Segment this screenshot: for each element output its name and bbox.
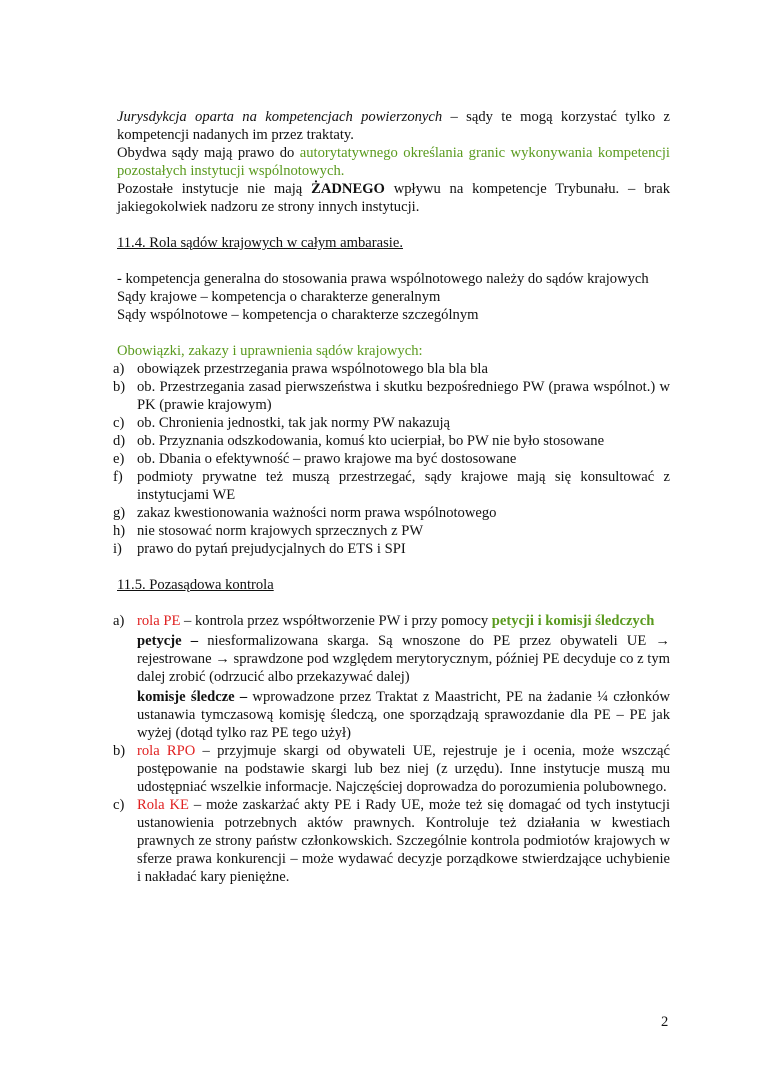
italic-term: Jurysdykcja oparta na kompetencjach powierzonych bbox=[117, 109, 443, 125]
item-text: ob. Przyznania odszkodowania, komuś kto ucierpiał, bo PW nie było stosowane bbox=[137, 433, 605, 449]
paragraph-pozostale bbox=[117, 180, 670, 216]
heading-11-5 bbox=[117, 576, 670, 594]
item-text: obowiązek przestrzegania prawa wspólnotowego bla bla bla bbox=[137, 361, 488, 377]
list-item-rola-pe bbox=[113, 612, 671, 742]
marker: a) bbox=[113, 361, 125, 377]
paragraph-obydwa bbox=[117, 144, 670, 180]
text: – może zaskarżać akty PE i Rady UE, może też się domagać od tych instytucji ustanowienia potrzebnych aktów prawnych. Kontroluje też działania w kwestiach prawnych ze strony państw członkowskich. Szczególnie kontrola podmiotów krajowych w sferze prawa konkurencji – może wydawać decyzje porządkowe stwierdzające uchybienie i nakładać kary pieniężne. bbox=[137, 797, 670, 885]
kontrola-list bbox=[113, 612, 671, 886]
text: wprowadzone przez Traktat z Maastricht, PE na żadanie ¼ członków ustanawia tymczasową komisję śledczą, one sporządzają sprawozdanie dla PE – PE jak wyżej (dotąd tylko raz PE tego użył) bbox=[137, 689, 670, 741]
obowiazki-list bbox=[113, 360, 670, 558]
heading-text: 11.5. Pozasądowa kontrola bbox=[117, 577, 274, 593]
marker: b) bbox=[113, 743, 126, 759]
line: Sądy krajowe – kompetencja o charakterze generalnym bbox=[117, 289, 441, 305]
marker: d) bbox=[113, 433, 126, 449]
list-item bbox=[113, 540, 670, 558]
marker: c) bbox=[113, 415, 125, 431]
marker: e) bbox=[113, 451, 125, 467]
list-item bbox=[113, 432, 670, 450]
page-number: 2 bbox=[661, 1014, 669, 1030]
list-item bbox=[113, 378, 670, 414]
marker: b) bbox=[113, 379, 126, 395]
paragraph-jurysdykcja bbox=[117, 108, 670, 144]
item-text: ob. Przestrzegania zasad pierwszeństwa i skutku bezpośredniego PW (prawa wspólnot.) w PK (prawie krajowym) bbox=[137, 379, 670, 413]
text: i bbox=[533, 613, 546, 629]
page-content bbox=[113, 108, 671, 886]
list-item bbox=[113, 450, 670, 468]
heading-text: 11.4. Rola sądów krajowych w całym ambarasie. bbox=[117, 235, 403, 251]
text: Obydwa sądy mają prawo do bbox=[117, 145, 300, 161]
highlight-red: Rola KE bbox=[137, 797, 189, 813]
text: wpływu na kompetencje Trybunału. – brak jakiegokolwiek nadzoru ze strony innych instytucji. bbox=[117, 181, 670, 215]
list-item bbox=[113, 468, 670, 504]
bold-term: komisje śledcze – bbox=[137, 689, 248, 705]
list-item bbox=[113, 522, 670, 540]
text: – sądy te mogą korzystać tylko z kompetencji nadanych im przez traktaty. bbox=[117, 109, 671, 143]
heading-11-4 bbox=[117, 234, 670, 252]
bold-term: petycje – bbox=[137, 633, 199, 649]
highlight-red: rola PE bbox=[137, 613, 181, 629]
marker: i) bbox=[113, 541, 122, 557]
list-item-rola-rpo bbox=[113, 742, 670, 796]
item-text: prawo do pytań prejudycjalnych do ETS i SPI bbox=[137, 541, 406, 557]
item-text: zakaz kwestionowania ważności norm prawa wspólnotowego bbox=[137, 505, 497, 521]
item-text: ob. Dbania o efektywność – prawo krajowe ma być dostosowane bbox=[137, 451, 517, 467]
text: – przyjmuje skargi od obywateli UE, rejestruje je i ocenia, może wszcząć postępowanie na podstawie skargi lub bez niej (z urzędu). Inne instytucje muszą mu udostępniać wszelkie informacje. Najczęściej doprowadza do porozumienia polubownego. bbox=[137, 743, 670, 795]
list-item bbox=[113, 504, 670, 522]
marker: h) bbox=[113, 523, 126, 539]
highlight-red: rola RPO bbox=[137, 743, 196, 759]
list-item bbox=[113, 360, 670, 378]
marker: c) bbox=[113, 797, 125, 813]
marker: a) bbox=[113, 613, 125, 629]
list-item-rola-ke bbox=[113, 796, 670, 886]
highlight-green: petycji bbox=[491, 613, 534, 629]
text: niesformalizowana skarga. Są wnoszone do PE przez obywateli UE → rejestrowane → sprawdzone pod względem merytorycznym, później PE decyduje co z tym dalej zrobić (odrzucić albo przekazywać dalej) bbox=[137, 633, 671, 685]
text: – kontrola przez współtworzenie PW i przy pomocy bbox=[180, 613, 492, 629]
item-text: ob. Chronienia jednostki, tak jak normy PW nakazują bbox=[137, 415, 451, 431]
item-text: podmioty prywatne też muszą przestrzegać, sądy krajowe mają się konsultować z instytucjami WE bbox=[137, 469, 670, 503]
bold-term: ŻADNEGO bbox=[311, 181, 385, 197]
text: Pozostałe instytucje nie mają bbox=[117, 181, 312, 197]
highlight-green: autorytatywnego określania granic wykonywania kompetencji pozostałych instytucji wspólnotowych. bbox=[117, 145, 670, 179]
line: - kompetencja generalna do stosowania prawa wspólnotowego należy do sądów krajowych bbox=[117, 271, 649, 287]
list-item bbox=[113, 414, 670, 432]
marker: g) bbox=[113, 505, 126, 521]
item-text: nie stosować norm krajowych sprzecznych z PW bbox=[137, 523, 424, 539]
line: Sądy wspólnotowe – kompetencja o charakterze szczególnym bbox=[117, 307, 479, 323]
obowiazki-heading: Obowiązki, zakazy i uprawnienia sądów krajowych: bbox=[117, 343, 423, 359]
highlight-green: komisji śledczych bbox=[545, 613, 655, 629]
marker: f) bbox=[113, 469, 123, 485]
